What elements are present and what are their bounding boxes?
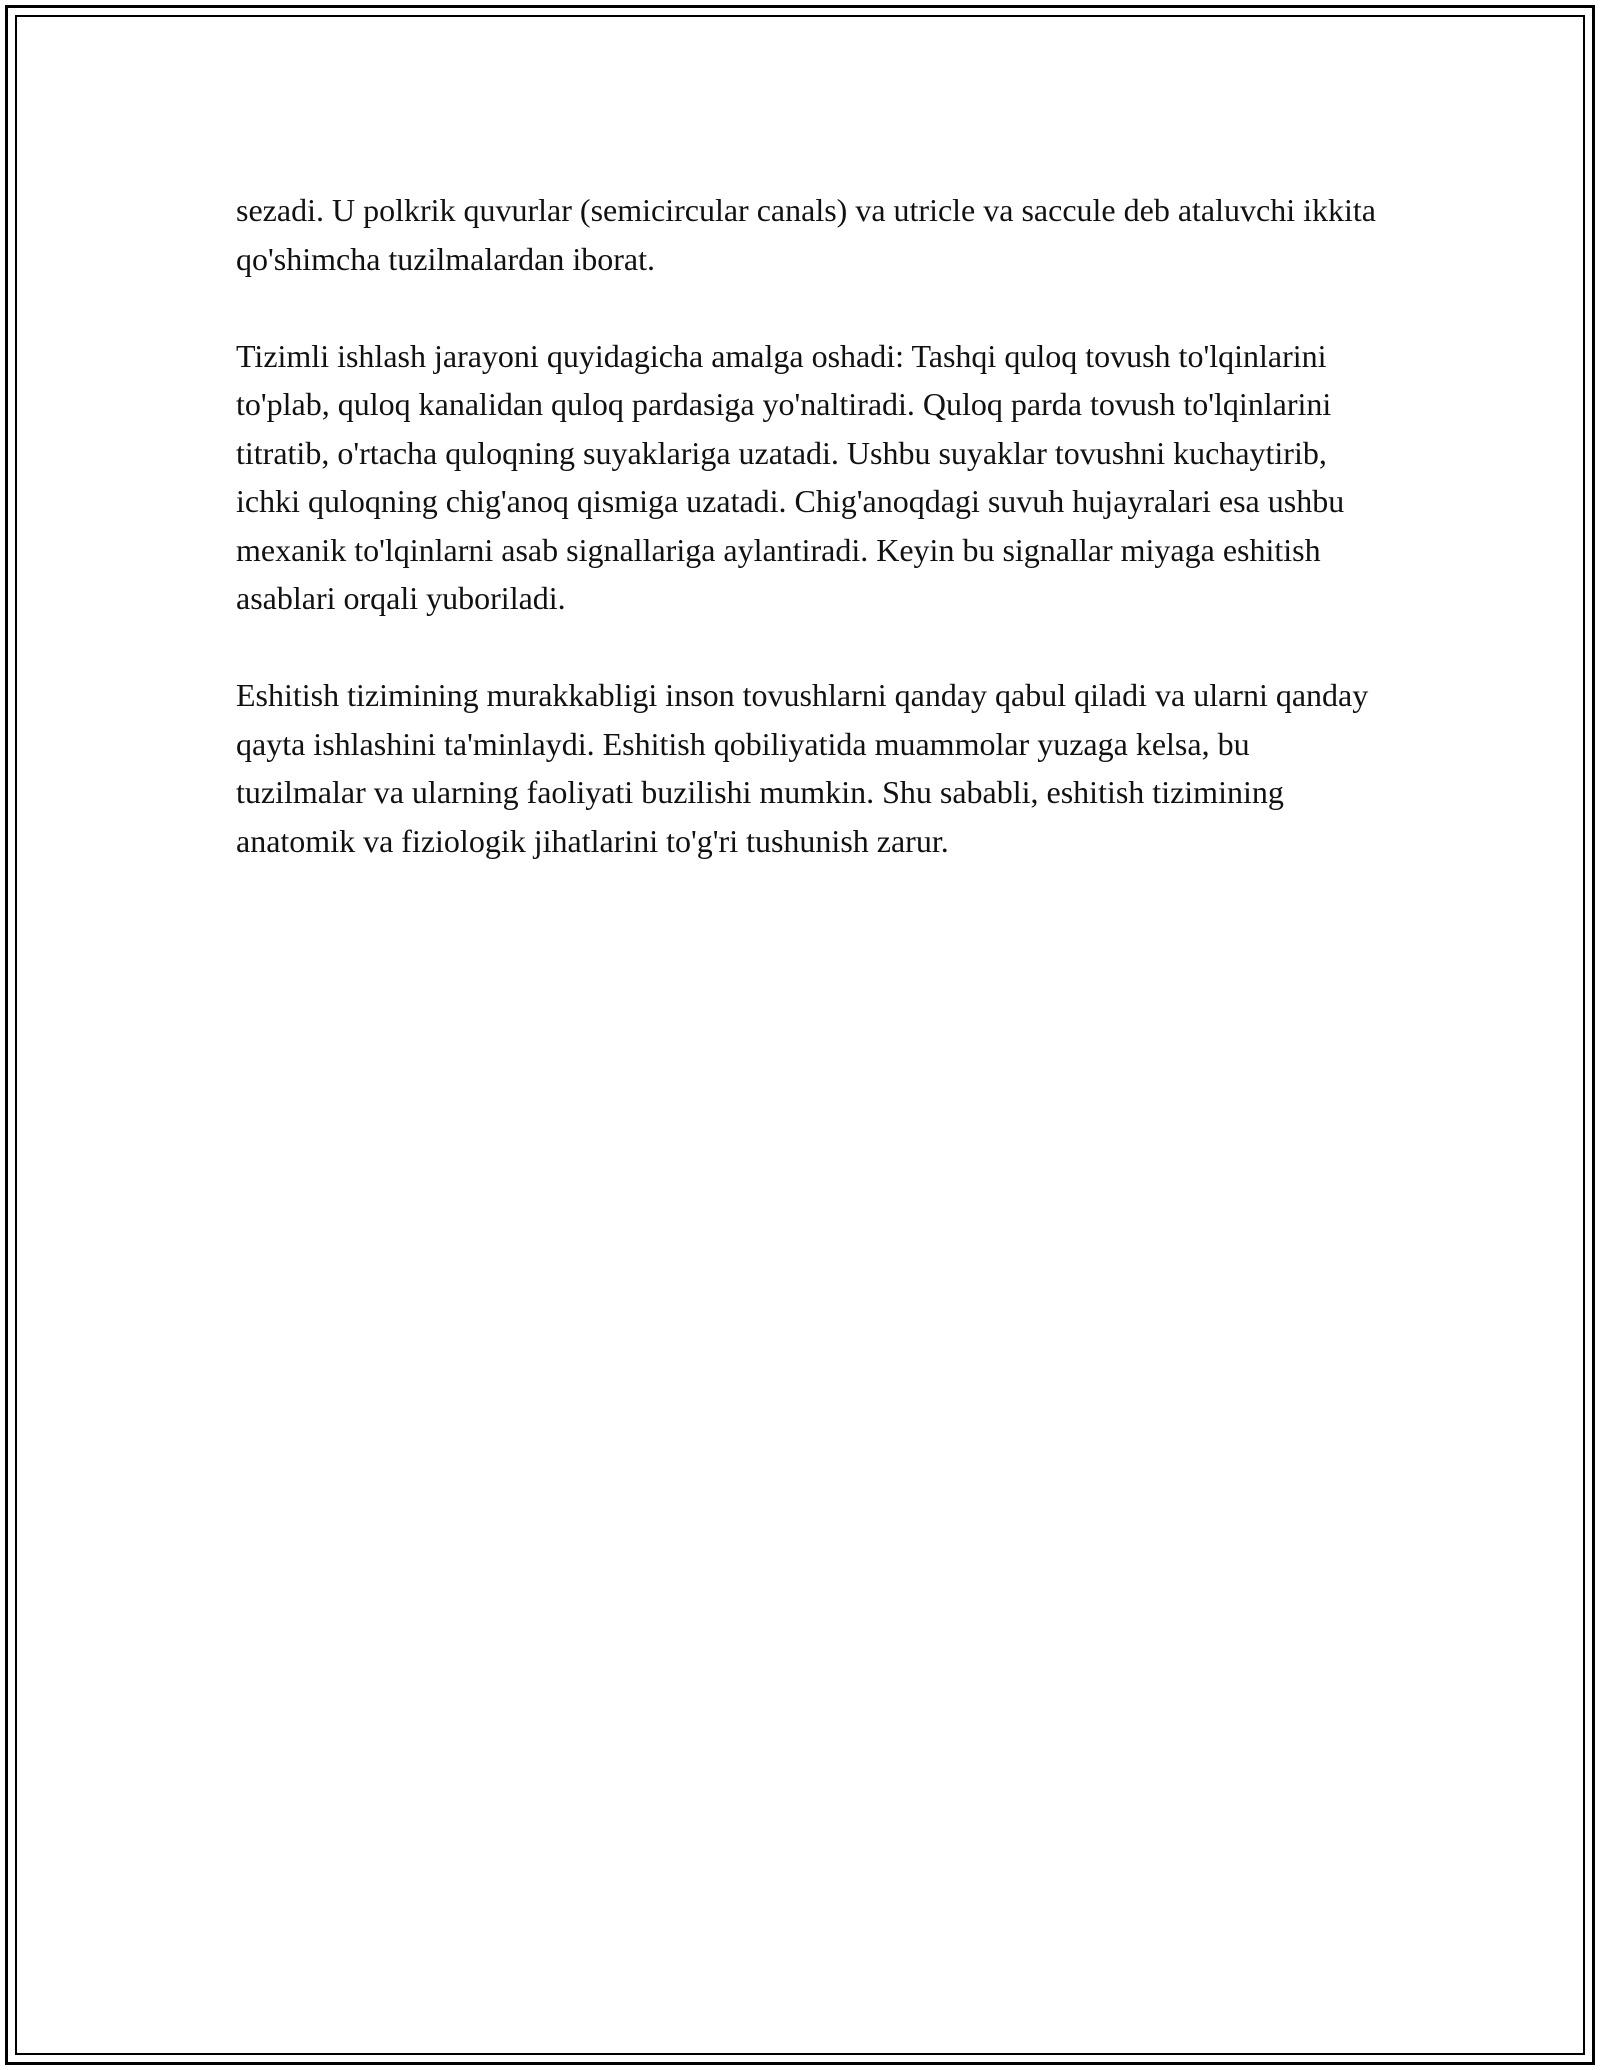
paragraph-2: Tizimli ishlash jarayoni quyidagicha amalga oshadi: Tashqi quloq tovush to'lqinlarini to'plab, quloq kanalidan quloq pardasiga yo'naltiradi. Quloq parda tovush to'lqinlarini titratib, o'rtacha quloqning suyaklariga uzatadi. Ushbu suyaklar tovushni kuchaytirib, ichki quloqning chig'anoq qismiga uzatadi. Chig'anoqdagi suvuh hujayralari esa ushbu mexanik to'lqinlarni asab signallariga aylantiradi. Keyin bu signallar miyaga eshitish asablari orqali yuboriladi.	[236, 337, 1345, 616]
paragraph-3: Eshitish tizimining murakkabligi inson tovushlarni qanday qabul qiladi va ularni qanday qayta ishlashini ta'minlaydi. Eshitish qobiliyatida muammolar yuzaga kelsa, bu tuzilmalar va ularning faoliyati buzilishi mumkin. Shu sababli, eshitish tizimining anatomik va fiziologik jihatlarini to'g'ri tushunish zarur.	[236, 677, 1369, 859]
paragraph-1: sezadi. U polkrik quvurlar (semicircular canals) va utricle va saccule deb ataluvchi ikkita qo'shimcha tuzilmalardan iborat.	[236, 192, 1376, 277]
document-body	[236, 186, 1386, 914]
